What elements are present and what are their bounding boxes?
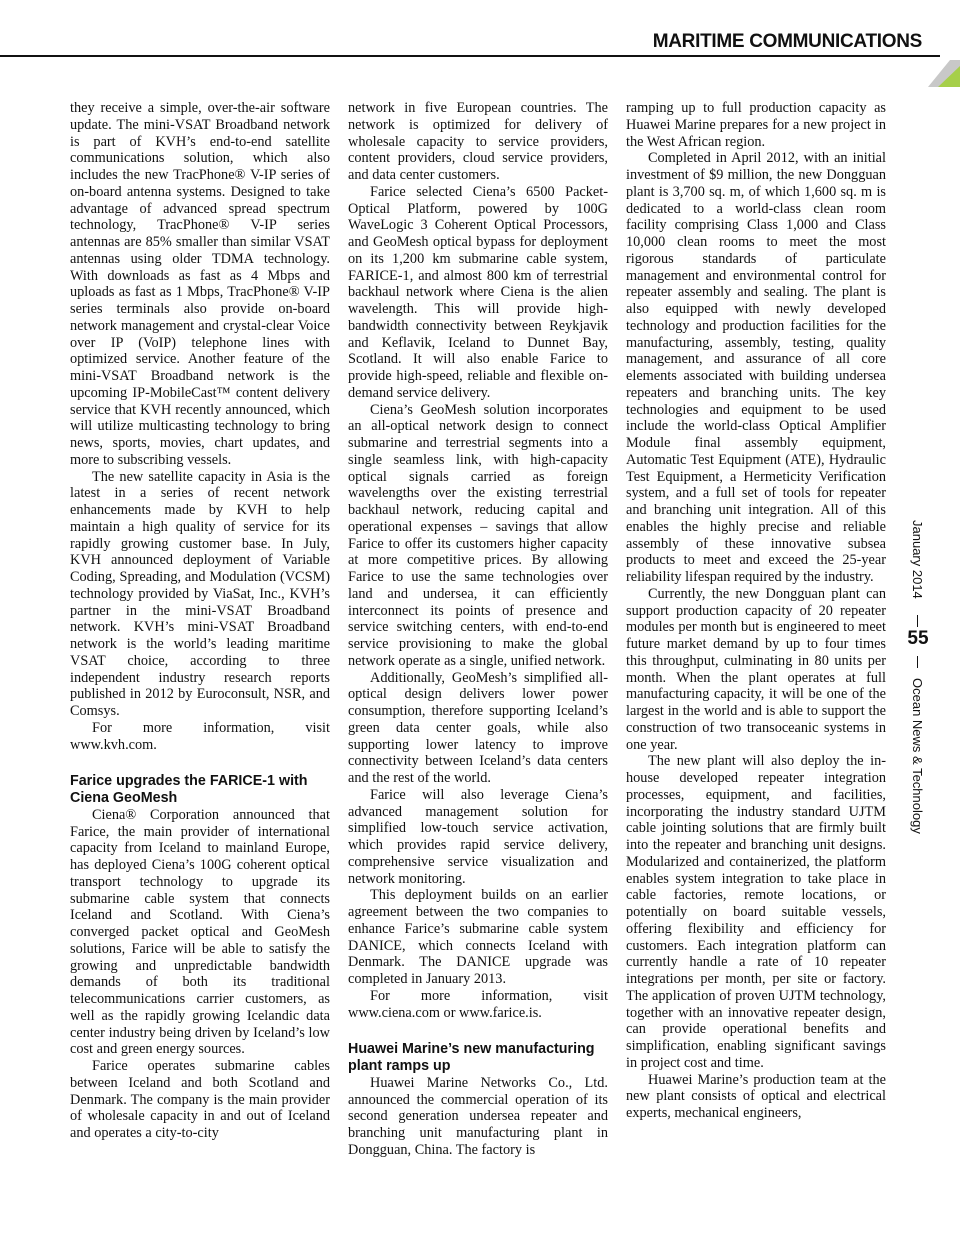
- paragraph: ramping up to full production capacity as Huawei Marine prepares for a new project in the West African region.: [626, 100, 886, 150]
- issue-date: January 2014: [910, 520, 925, 599]
- paragraph: Huawei Marine’s production team at the new plant consists of optical and electrical experts, mechanical engineers,: [626, 1071, 886, 1121]
- paragraph: Farice operates submarine cables between Iceland and both Scotland and Denmark. The company is the main provider of wholesale capacity in and out of Iceland and operates a city-to-city: [70, 1058, 330, 1141]
- article-column-1: [70, 100, 330, 1142]
- page-number: 55: [907, 628, 929, 649]
- paragraph: they receive a simple, over-the-air software update. The mini-VSAT Broadband network is part of KVH’s end-to-end satellite communications solution, which also includes the new TracPhone® V-IP series of on-board antenna systems. Designed to take advantage of advanced spread spectrum technology, TracPhone® V-IP series antennas are 85% smaller than similar VSAT antennas using older TDMA technology. With downloads as fast as 4 Mbps and uploads as fast as 1 Mbps, TracPhone® V-IP series terminals also provide on-board network management and crystal-clear Voice over IP (VoIP) telephone lines with optimized service. Another feature of the mini-VSAT Broadband network is the upcoming IP-MobileCast™ content delivery service that KVH recently announced, which will utilize multicasting technology to bring news, sports, movies, chart updates, and more to subscribing vessels.: [70, 100, 330, 468]
- article-column-3: [626, 100, 886, 1122]
- publication-name: Ocean News & Technology: [910, 678, 925, 834]
- paragraph: This deployment builds on an earlier agreement between the two companies to enhance Farice’s submarine cable system DANICE, which connects Iceland with Denmark. The DANICE upgrade was completed in January 2013.: [348, 887, 608, 987]
- folio-divider: [917, 615, 918, 627]
- paragraph: Farice will also leverage Ciena’s advanced management solution for simplified low-touch service activation, which provides rapid service delivery, comprehensive service visualization and network monitoring.: [348, 786, 608, 887]
- paragraph: Ciena’s GeoMesh solution incorporates an all-optical network design to connect submarine and terrestrial segments into a single seamless link, with high-capacity optical signals carried as foreign wavelengths over the existing terrestrial backhaul network, reducing capital and operational expenses – savings that allow Farice to offer its customers higher capacity at more competitive prices. By allowing Farice to use the same technologies over land and undersea, it can efficiently interconnect its points of presence and service switching centers, with end-to-end service provisioning to make the global network operate as a single, unified network.: [348, 401, 608, 669]
- paragraph: Additionally, GeoMesh’s simplified all-optical design delivers lower power consumption, therefore supporting Iceland’s green data center goals, while also supporting lower latency to improve connectivity between Iceland’s data centers and the rest of the world.: [348, 669, 608, 786]
- article-column-2: [348, 100, 608, 1159]
- folio-divider: [917, 656, 918, 668]
- paragraph: The new satellite capacity in Asia is the latest in a series of recent network enhancements made by KVH to help maintain a high quality of service for its rapidly growing customer base. In July, KVH announced deployment of Variable Coding, Spreading, and Modulation (VCSM) technology provided by ViaSat, Inc., KVH’s partner in the mini-VSAT Broadband network. KVH’s mini-VSAT Broadband network is the world’s leading maritime VSAT choice, according to three independent industry research reports published in 2012 by Euroconsult, NSR, and Comsys.: [70, 468, 330, 719]
- paragraph-contact-ciena: For more information, visit www.ciena.com or www.farice.is.: [348, 987, 608, 1021]
- paragraph: Huawei Marine Networks Co., Ltd. announced the commercial operation of its second generation undersea repeater and branching unit manufacturing plant in Dongguan, China. The factory is: [348, 1074, 608, 1158]
- paragraph: network in five European countries. The network is optimized for delivery of wholesale capacity to service providers, content providers, cloud service providers, and data center customers.: [348, 100, 608, 183]
- section-title: MARITIME COMMUNICATIONS: [652, 31, 922, 52]
- paragraph: Ciena® Corporation announced that Farice, the main provider of international capacity from Iceland to mainland Europe, has deployed Ciena’s 100G coherent optical transport technology to upgrade its submarine cable system that connects Iceland and Scotland. With Ciena’s converged packet optical and GeoMesh solutions, Farice will be able to satisfy the growing and unpredictable bandwidth demands of both its traditional telecommunications carrier customers, as well as the rapidly growing Icelandic data center industry being driven by Iceland’s low cost and green energy sources.: [70, 806, 330, 1058]
- paragraph: Completed in April 2012, with an initial investment of $9 million, the new Dongguan plant is 3,700 sq. m, of which 1,600 sq. m is dedicated to a world-class clean room facility comprising Class 1,000 and Class 10,000 clean rooms to meet the most rigorous standards of particulate management and environmental control for repeater assembly and sealing. The plant is also equipped with newly developed technology and production facilities for the manufacturing, assembly, testing, quality management, and assurance of all core elements associated with building undersea repeaters and branching units. The key technologies and equipment to be used include the world-class Optical Amplifier Module final assembly equipment, Automatic Test Equipment (ATE), Hydraulic Test Equipment, a Hermeticity Verification system, and a full set of tools for repeater and branching unit integration. All of this enables the highly precise and reliable assembly of these innovative subsea products to meet and exceed the 25-year reliability lifespan required by the industry.: [626, 150, 886, 585]
- header-rule: [0, 55, 940, 57]
- article-heading-huawei: Huawei Marine’s new manufacturing plant ramps up: [348, 1041, 595, 1074]
- paragraph-contact-kvh: For more information, visit www.kvh.com.: [70, 719, 330, 753]
- article-heading-farice: Farice upgrades the FARICE-1 with Ciena GeoMesh: [70, 773, 308, 806]
- section-swoosh-graphic: [920, 60, 960, 87]
- paragraph: Currently, the new Dongguan plant can support production capacity of 20 repeater modules per month but is engineered to meet future market demand by up to four times this throughput, culminating in 80 units per month. When the plant operates at full manufacturing capacity, it will be one of the largest in the world and is able to support the construction of two transoceanic systems in one year.: [626, 585, 886, 753]
- paragraph: Farice selected Ciena’s 6500 Packet-Optical Platform, powered by 100G WaveLogic 3 Coherent Optical Processors, and GeoMesh optical bypass for deployment on its 1,200 km submarine cable system, FARICE-1, and almost 800 km of terrestrial backhaul network where Ciena is the alien wavelength. This will provide high-bandwidth connectivity between Reykjavik and Keflavik, Iceland to Dunnet Bay, Scotland. It will also enable Farice to provide high-speed, reliable and flexible on-demand service delivery.: [348, 183, 608, 401]
- paragraph: The new plant will also deploy the in-house developed repeater integration processes, equipment, and facilities, incorporating the industry standard UJTM cable jointing solutions that are firmly built into the repeater and branching unit designs. Modularized and containerized, the platform enables system integration to take place in cable factories, remote locations, or potentially on board suitable vessels, offering flexibility and efficiency for customers. Each integration platform can currently handle a rate of 10 repeater integrations per month, per site or factory. The application of proven UJTM technology, together with an innovative repeater design, can provide operational benefits and simplification, enabling significant savings in project cost and time.: [626, 753, 886, 1071]
- page-folio: [894, 520, 942, 860]
